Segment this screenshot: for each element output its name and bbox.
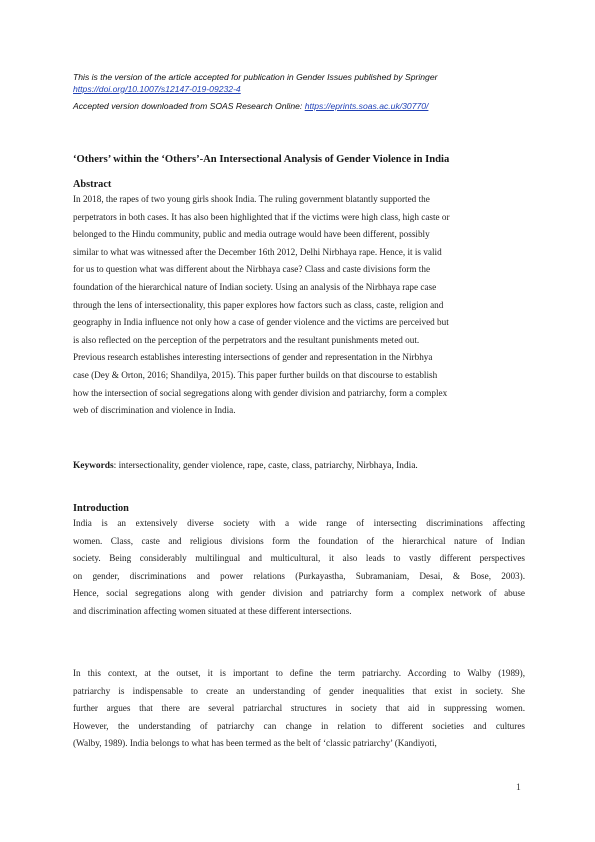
text-line: Hence, social segregations along with gender division and patriarchy form a complex network of abuse (73, 588, 525, 599)
text-line: on gender, discriminations and power relations (Purkayastha, Subramaniam, Desai, & Bose, 2003). (73, 570, 525, 581)
paper-title: ‘Others’ within the ‘Others’-An Intersectional Analysis of Gender Violence in India (73, 154, 450, 165)
introduction-paragraph-1 (73, 515, 525, 621)
text-line: further argues that there are several patriarchal structures in society that aid in suppressing women. (73, 703, 525, 714)
publication-statement: This is the version of the article accepted for publication in Gender Issues published by Springer (73, 72, 438, 82)
text-line: Previous research establishes interesting intersections of gender and representation in the Nirbhya (73, 352, 433, 363)
text-line: case (Dey & Orton, 2016; Shandilya, 2015). This paper further builds on that discourse to establish (73, 369, 438, 380)
text-line: how the intersection of social segregations along with gender division and patriarchy, form a complex (73, 387, 448, 398)
eprints-link[interactable]: https://eprints.soas.ac.uk/30770/ (304, 101, 429, 111)
text-line: In 2018, the rapes of two young girls shook India. The ruling government blatantly supported the (73, 194, 430, 204)
doi-link[interactable]: https://doi.org/10.1007/s12147-019-09232-4 (73, 83, 241, 94)
text-line: society. Being considerably multilingual and multicultural, it also leads to vastly different perspectives (73, 553, 525, 564)
page-number: 1 (516, 782, 521, 793)
text-line: women. Class, caste and religious divisions form the foundation of the hierarchical nature of Indian (73, 535, 525, 546)
text-line: perpetrators in both cases. It has also been highlighted that if the victims were high class, high caste or (73, 211, 450, 222)
text-line: similar to what was witnessed after the December 16th 2012, Delhi Nirbhaya rape. Hence, it is valid (73, 246, 442, 257)
introduction-heading: Introduction (73, 503, 129, 514)
text-line: is also reflected on the perception of the perpetrators and the resultant punishments meted out. (73, 334, 420, 345)
text-line: However, the understanding of patriarchy can change in relation to different societies and cultures (73, 720, 525, 731)
download-statement: Accepted version downloaded from SOAS Research Online: (73, 101, 305, 111)
abstract-body (73, 191, 525, 420)
text-line: web of discrimination and violence in India. (73, 405, 236, 416)
publication-notice (73, 72, 533, 113)
keywords-text: : intersectionality, gender violence, rape, caste, class, patriarchy, Nirbhaya, India. (113, 461, 418, 471)
keywords (73, 460, 418, 473)
text-line: In this context, at the outset, it is important to define the term patriarchy. According to Walby (1989), (73, 668, 525, 678)
text-line: India is an extensively diverse society with a wide range of intersecting discriminations affecting (73, 518, 525, 528)
text-line: foundation of the hierarchical nature of Indian society. Using an analysis of the Nirbhaya rape case (73, 281, 437, 292)
text-line: and discrimination affecting women situated at these different intersections. (73, 605, 352, 616)
text-line: patriarchy is indispensable to create an understanding of gender inequalities that exist in society. She (73, 685, 525, 696)
introduction-paragraph-2 (73, 665, 525, 753)
text-line: belonged to the Hindu community, public and media outrage would have been different, possibly (73, 229, 430, 240)
text-line: for us to question what was different about the Nirbhaya case? Class and caste divisions form the (73, 264, 431, 275)
keywords-label: Keywords (73, 461, 114, 471)
text-line: through the lens of intersectionality, this paper explores how factors such as class, caste, religion and (73, 299, 444, 310)
text-line: geography in India influence not only how a case of gender violence and the victims are perceived but (73, 317, 449, 328)
abstract-heading: Abstract (73, 179, 112, 190)
text-line: (Walby, 1989). India belongs to what has been termed as the belt of ‘classic patriarchy’ (Kandiyoti, (73, 738, 437, 749)
